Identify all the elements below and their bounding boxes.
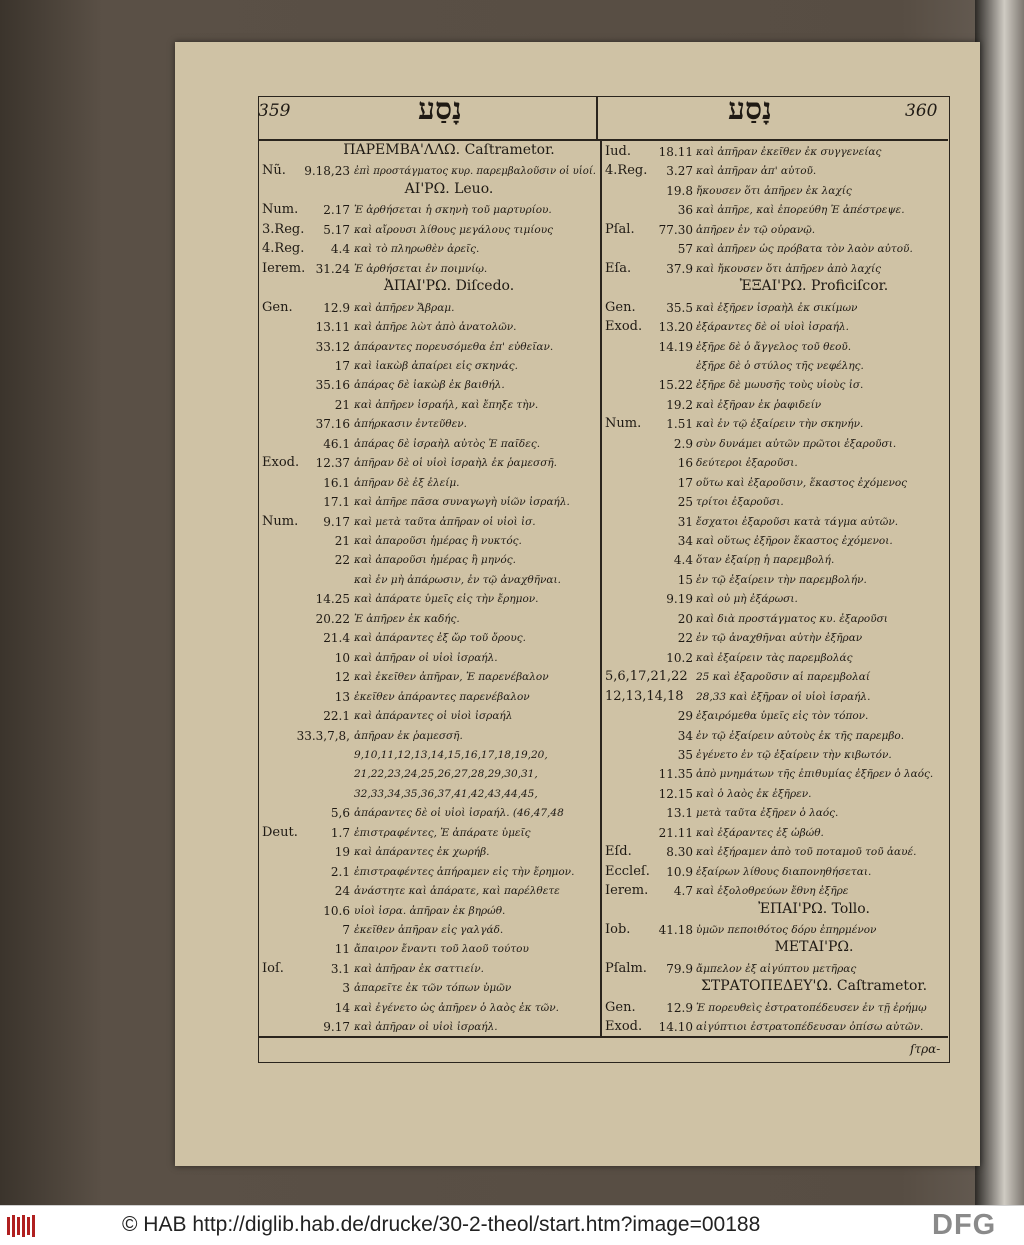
book-reference: Ioſ. — [262, 960, 284, 976]
verse-reference: 18.11 — [658, 145, 693, 159]
verse-reference: 10.6 — [323, 903, 350, 918]
verse-reference: 13.20 — [658, 320, 693, 335]
greek-quotation: σὺν δυνάμει αὐτῶν πρῶτοι ἐξαροῦσι. — [696, 437, 897, 450]
verse-reference: 5.17 — [323, 222, 350, 237]
greek-quotation: ἐξάραντες δὲ οἱ υἱοὶ ἰσραήλ. — [696, 321, 849, 334]
greek-quotation: καὶ ἀπῆρεν ὡς πρόβατα τὸν λαὸν αὐτοῦ. — [696, 243, 913, 256]
verse-reference: 4.7 — [673, 884, 693, 899]
verse-reference: 57 — [677, 242, 693, 257]
book-reference: 4.Reg. — [262, 241, 305, 257]
verse-reference: 46.1 — [323, 436, 350, 451]
verse-reference: 2.1 — [330, 864, 350, 879]
verse-reference: 17.1 — [323, 495, 350, 510]
book-reference: Iob. — [605, 922, 631, 937]
verse-reference: 17 — [677, 475, 693, 490]
greek-quotation: ἐξῆρε δὲ ὁ στύλος τῆς νεφέλης. — [696, 359, 864, 372]
verse-reference: 16.1 — [323, 475, 350, 490]
verse-reference: 12 — [334, 670, 350, 685]
greek-quotation: Ἐ ἀρθήσεται ἐν ποιμνίῳ. — [354, 262, 488, 275]
verse-reference: 16 — [677, 456, 693, 471]
lemma-latin: Caſtrametor. — [836, 978, 928, 995]
verse-reference: 12.9 — [666, 1000, 693, 1015]
verse-reference: 11 — [334, 942, 350, 957]
book-reference: 4.Reg. — [605, 163, 648, 179]
verse-reference: 29 — [677, 709, 693, 724]
verse-reference: 20.22 — [315, 611, 350, 626]
verse-reference: 1.7 — [330, 825, 350, 840]
header-divider — [596, 96, 598, 140]
greek-quotation: καὶ ἀπαροῦσι ἡμέρας ἢ νυκτός. — [354, 535, 522, 547]
verse-reference: 15.22 — [658, 378, 693, 393]
lemma-greek: ΜΕΤΑΙ'ΡΩ. — [774, 939, 854, 956]
right-hebrew-heading: נָסַע — [728, 92, 772, 127]
book-reference: Ierem. — [262, 260, 306, 276]
greek-quotation: ἔσχατοι ἐξαροῦσι κατὰ τάγμα αὐτῶν. — [696, 515, 899, 528]
greek-quotation: ὑμῶν πεποιθότος δόρυ ἐπηρμένον — [696, 924, 877, 936]
verse-reference: 2.9 — [673, 436, 693, 451]
greek-quotation: ἐξῆρε δὲ μωυσῆς τοὺς υἱοὺς ἰσ. — [696, 379, 864, 392]
greek-quotation: ἀπαρεῖτε ἐκ τῶν τόπων ὑμῶν — [354, 982, 512, 995]
greek-quotation: ἐκεῖθεν ἀπάραντες παρενέβαλον — [354, 690, 530, 703]
greek-quotation: καὶ μετὰ ταῦτα ἀπῆραν οἱ υἱοὶ ἰσ. — [354, 515, 536, 528]
verse-reference: 19 — [334, 845, 350, 860]
verse-reference: 10.2 — [666, 650, 693, 665]
book-reference: Pſal. — [605, 221, 635, 237]
verse-reference: 14.25 — [315, 592, 350, 607]
book-reference: Gen. — [605, 299, 636, 315]
book-reference: Gen. — [605, 999, 636, 1015]
lemma-greek: ἘΞΑΙ'ΡΩ. — [739, 278, 807, 295]
greek-quotation: ἀνάστητε καὶ ἀπάρατε, καὶ παρέλθετε — [354, 885, 560, 898]
verse-reference: 14.10 — [658, 1020, 693, 1035]
greek-quotation: καὶ ἀπαροῦσι ἡμέρας ἢ μηνός. — [354, 554, 516, 567]
verse-reference: 22 — [334, 553, 350, 568]
verse-reference: 21 — [334, 534, 350, 548]
greek-quotation: 9,10,11,12,13,14,15,16,17,18,19,20, — [354, 748, 548, 761]
left-hebrew-heading: נָסַע — [418, 92, 462, 127]
greek-quotation: ἐν τῷ ἀναχθῆναι αὐτὴν ἐξῆραν — [696, 632, 863, 645]
greek-quotation: ἐπὶ προστάγματος κυρ. παρεμβαλοῦσιν οἱ υἱοί. — [354, 165, 596, 178]
lemma-greek: ΑΙ'ΡΩ. — [404, 180, 450, 197]
greek-quotation: καὶ ἀπάραντες οἱ υἱοὶ ἰσραήλ — [354, 710, 513, 723]
verse-reference: 21 — [334, 397, 350, 412]
verse-reference: 15 — [677, 572, 693, 587]
greek-quotation: καὶ αἴρουσι λίθους μεγάλους τιμίους — [354, 223, 554, 236]
left-page-number: 359 — [258, 101, 291, 121]
verse-reference: 35.16 — [315, 378, 350, 393]
greek-quotation: ἀπῆραν ἐκ ῥαμεσσῆ. — [354, 729, 463, 742]
book-reference: Deut. — [262, 824, 298, 840]
verse-reference: 9.18,23 — [304, 164, 350, 179]
verse-reference: 9.17 — [323, 514, 350, 529]
greek-quotation: καὶ ἀπῆρεν Ἄβραμ. — [354, 301, 455, 314]
verse-reference: 9.17 — [323, 1020, 350, 1035]
lemma-greek: ΠΑΡΕΜΒΑ'ΛΛΩ. — [343, 142, 461, 158]
book-reference: Exod. — [262, 455, 300, 471]
greek-quotation: Ἐ ἀπῆρεν ἐκ καδής. — [354, 612, 460, 625]
verse-reference: 12.9 — [323, 300, 350, 315]
greek-quotation: ἐν τῷ ἐξαίρειν τὴν παρεμβολήν. — [696, 573, 867, 586]
greek-quotation: καὶ ἐκεῖθεν ἀπῆραν, Ἐ παρενέβαλον — [354, 671, 549, 684]
book-reference: Pſalm. — [605, 960, 647, 976]
verse-reference: 37.16 — [315, 417, 350, 432]
greek-quotation: καὶ ἐξαίρειν τὰς παρεμβολάς — [696, 651, 853, 664]
verse-reference: 19.2 — [666, 397, 693, 412]
verse-reference: 24 — [334, 884, 350, 899]
book-reference: Exod. — [605, 319, 643, 335]
lemma-greek: ἈΠΑΙ'ΡΩ. — [383, 278, 452, 295]
book-reference: 3.Reg. — [262, 221, 305, 237]
greek-quotation: ἐξῆρε δὲ ὁ ἄγγελος τοῦ θεοῦ. — [696, 340, 852, 353]
book-reference: Iud. — [605, 144, 631, 159]
greek-quotation: καὶ ὁ λαὸς ἐκ ἐξῆρεν. — [696, 787, 812, 800]
verse-reference: 3.1 — [330, 961, 350, 976]
lemma-latin: Tollo. — [831, 900, 870, 917]
verse-reference: 10 — [334, 650, 350, 665]
greek-quotation: καὶ ἀπῆρε, καὶ ἐπορεύθη Ἐ ἀπέστρεψε. — [696, 204, 905, 217]
verse-reference: 25 — [677, 495, 693, 510]
greek-quotation: υἱοὶ ἰσρα. ἀπῆραν ἐκ βηρώθ. — [354, 904, 506, 917]
greek-quotation: καὶ ἀπῆραν οἱ υἱοὶ ἰσραήλ. — [354, 1021, 498, 1034]
book-reference: Nũ. — [262, 163, 286, 179]
greek-quotation: ἀπάραντες δὲ οἱ υἱοὶ ἰσραήλ. (46,47,48 — [354, 807, 564, 820]
verse-reference: 17 — [334, 358, 350, 373]
verse-reference: 20 — [677, 611, 693, 626]
greek-quotation: 25 καὶ ἐξαροῦσιν αἱ παρεμβολαί — [696, 671, 870, 684]
verse-reference: 3 — [342, 981, 350, 996]
verse-reference: 9.19 — [666, 592, 693, 607]
verse-reference: 5,6 — [330, 806, 350, 821]
greek-quotation: καὶ ἤκουσεν ὅτι ἀπῆρεν ἀπὸ λαχίς — [696, 262, 881, 275]
verse-reference: 14.19 — [658, 339, 693, 354]
verse-reference: 22 — [677, 631, 693, 646]
book-reference: Gen. — [262, 299, 293, 315]
copyright-url[interactable]: © HAB http://diglib.hab.de/drucke/30-2-theol/start.htm?image=00188 — [122, 1213, 761, 1236]
lemma-latin: Leuo. — [454, 180, 494, 197]
greek-quotation: καὶ ἀπάραντες ἐκ χωρήβ. — [354, 846, 490, 859]
verse-reference: 22.1 — [323, 709, 350, 724]
greek-quotation: καὶ διὰ προστάγματος κυ. ἐξαροῦσι — [696, 612, 888, 625]
verse-reference: 3.27 — [666, 164, 693, 179]
verse-reference: 8.30 — [666, 845, 693, 860]
library-logo-icon — [6, 1214, 36, 1238]
lemma-heading — [405, 181, 494, 197]
verse-reference: 4.4 — [673, 553, 693, 568]
verse-reference: 33.12 — [315, 339, 350, 354]
lemma-latin: Diſcedo. — [455, 278, 515, 295]
book-reference: 5,6,17,21,22 — [605, 669, 688, 685]
greek-quotation: τρίτοι ἐξαροῦσι. — [696, 496, 784, 509]
verse-reference: 19.8 — [666, 183, 693, 198]
verse-reference: 14 — [334, 1000, 350, 1015]
greek-quotation: ἐν τῷ ἐξαίρειν αὐτοὺς ἐκ τῆς παρεμβο. — [696, 729, 905, 742]
book-reference: Exod. — [605, 1019, 643, 1035]
greek-quotation: ἀπάρας δὲ ἰακὼβ ἐκ βαιθήλ. — [354, 379, 505, 392]
lemma-greek: ἘΠΑΙ'ΡΩ. — [758, 900, 828, 917]
greek-quotation: καὶ ἐν τῷ ἐξαίρειν τὴν σκηνήν. — [696, 418, 864, 431]
greek-quotation: ἐξαίρων λίθους διαπονηθήσεται. — [696, 865, 872, 878]
book-reference: Num. — [262, 513, 299, 529]
greek-quotation: ἀπῆραν δὲ ἐξ ἐλείμ. — [354, 476, 460, 489]
lemma-latin: Proficiſcor. — [810, 278, 889, 295]
verse-reference: 13.1 — [666, 806, 693, 821]
dfg-logo: DFG — [932, 1209, 997, 1241]
greek-quotation: καὶ ἀπῆραν ἐκεῖθεν ἐκ συγγενείας — [696, 146, 882, 158]
book-reference: 12,13,14,18 — [605, 688, 684, 704]
lemma-heading — [701, 978, 927, 994]
greek-quotation: δεύτεροι ἐξαροῦσι. — [696, 457, 798, 470]
right-page-number: 360 — [905, 101, 938, 121]
greek-quotation: ἐκεῖθεν ἀπῆραν εἰς γαλγάδ. — [354, 924, 504, 936]
greek-quotation: ἄμπελον ἐξ αἰγύπτου μετῆρας — [696, 962, 857, 975]
greek-quotation: αἰγύπτιοι ἐστρατοπέδευσαν ὀπίσω αὐτῶν. — [696, 1021, 924, 1034]
greek-quotation: καὶ ἀπάραντες ἐξ ὤρ τοῦ ὄρους. — [354, 632, 526, 645]
greek-quotation: καὶ ἀπῆρε πᾶσα συναγωγὴ υἱῶν ἰσραήλ. — [354, 496, 570, 509]
greek-quotation: καὶ ἐν μὴ ἀπάρωσιν, ἐν τῷ ἀναχθῆναι. — [354, 573, 561, 586]
greek-quotation: καὶ τὸ πληρωθὲν ἀρεῖς. — [354, 243, 480, 256]
greek-quotation: ἐξαιρόμεθα ὑμεῖς εἰς τὸν τόπον. — [696, 710, 869, 723]
greek-quotation: καὶ ἐξῆρεν ἰσραὴλ ἐκ σικίμων — [696, 301, 858, 314]
greek-quotation: ἀπῆραν δὲ οἱ υἱοὶ ἰσραὴλ ἐκ ῥαμεσσῆ. — [354, 457, 557, 470]
verse-reference: 35.5 — [666, 300, 693, 315]
verse-reference: 21.11 — [658, 825, 693, 840]
lemma-heading — [758, 901, 870, 917]
verse-reference: 1.51 — [666, 417, 693, 432]
lemma-heading — [384, 278, 514, 294]
verse-reference: 12.37 — [315, 456, 350, 471]
header-rule — [258, 139, 948, 141]
lemma-latin: Caſtrametor. — [464, 142, 555, 158]
catchword: ſτρα- — [910, 1042, 941, 1056]
greek-quotation: καὶ ἐξήραμεν ἀπὸ τοῦ ποταμοῦ τοῦ ἀαυέ. — [696, 846, 917, 859]
greek-quotation: ἀπήρκασιν ἐντεῦθεν. — [354, 418, 467, 431]
book-reference: Ierem. — [605, 883, 649, 899]
verse-reference: 37.9 — [666, 261, 693, 276]
book-reference: Eccleſ. — [605, 863, 650, 879]
verse-reference: 31 — [677, 514, 693, 529]
greek-quotation: μετὰ ταῦτα ἐξῆρεν ὁ λαός. — [696, 807, 839, 820]
book-reference: Eſd. — [605, 844, 632, 860]
greek-quotation: καὶ ἰακὼβ ἀπαίρει εἰς σκηνάς. — [354, 359, 518, 372]
greek-quotation: ἀπάραντες πορευσόμεθα ἐπ' εὐθεῖαν. — [354, 340, 554, 353]
greek-quotation: καὶ οὐ μὴ ἐξάρωσι. — [696, 593, 798, 606]
verse-reference: 35 — [677, 747, 693, 762]
greek-quotation: ἀπῆρεν ἐν τῷ οὐρανῷ. — [696, 223, 816, 236]
verse-reference: 11.35 — [658, 767, 693, 782]
lemma-heading — [740, 278, 888, 294]
greek-quotation: ἄπαιρον ἔναντι τοῦ λαοῦ τούτου — [354, 943, 529, 956]
verse-reference: 34 — [677, 534, 693, 548]
verse-reference: 10.9 — [666, 864, 693, 879]
verse-reference: 31.24 — [315, 261, 350, 276]
greek-quotation: καὶ ἀπάρατε ὑμεῖς εἰς τὴν ἔρημον. — [354, 593, 539, 606]
verse-reference: 21.4 — [323, 631, 350, 646]
greek-quotation: ἐγένετο ἐν τῷ ἐξαίρειν τὴν κιβωτόν. — [696, 748, 892, 761]
greek-quotation: 32,33,34,35,36,37,41,42,43,44,45, — [354, 787, 538, 800]
greek-quotation: καὶ ἀπῆρε λὼτ ἀπὸ ἀνατολῶν. — [354, 321, 517, 334]
greek-quotation: 21,22,23,24,25,26,27,28,29,30,31, — [354, 768, 538, 781]
greek-quotation: ὅταν ἐξαίρῃ ἡ παρεμβολή. — [696, 554, 835, 567]
column-divider — [600, 140, 602, 1036]
verse-reference: 36 — [677, 203, 693, 218]
greek-quotation: ἤκουσεν ὅτι ἀπῆρεν ἐκ λαχίς — [696, 184, 852, 197]
greek-quotation: ἀπάρας δὲ ἰσραὴλ αὐτὸς Ἐ παῖδες. — [354, 437, 541, 450]
greek-quotation: καὶ ἀπῆραν ἐκ σαττιείν. — [354, 962, 485, 975]
lemma-heading — [775, 939, 854, 955]
verse-reference: 79.9 — [666, 961, 693, 976]
lemma-greek: ΣΤΡΑΤΟΠΕΔΕΥ'Ω. — [700, 978, 833, 995]
greek-quotation: Ἐ ἀρθήσεται ἡ σκηνὴ τοῦ μαρτυρίου. — [354, 204, 552, 217]
greek-quotation: 28,33 καὶ ἐξῆραν οἱ υἱοὶ ἰσραήλ. — [696, 690, 871, 703]
book-reference: Num. — [262, 202, 299, 218]
verse-reference: 13 — [334, 689, 350, 704]
greek-quotation: καὶ ἐγένετο ὡς ἀπῆρεν ὁ λαὸς ἐκ τῶν. — [354, 1001, 559, 1014]
verse-reference: 33.3,7,8, — [296, 728, 350, 743]
greek-quotation: ἐπιστραφέντες, Ἐ ἀπάρατε ὑμεῖς — [354, 826, 531, 839]
book-reference: Num. — [605, 416, 642, 432]
greek-quotation: καὶ οὕτως ἐξῆρον ἕκαστος ἐχόμενοι. — [696, 535, 893, 547]
greek-quotation: καὶ ἐξάραντες ἐξ ὠβώθ. — [696, 826, 824, 839]
verse-reference: 41.18 — [658, 923, 693, 937]
greek-quotation: ἐπιστραφέντες ἀπήραμεν εἰς τὴν ἔρημον. — [354, 865, 575, 878]
verse-reference: 77.30 — [658, 222, 693, 237]
verse-reference: 4.4 — [330, 242, 350, 257]
greek-quotation: καὶ ἀπῆραν οἱ υἱοὶ ἰσραήλ. — [354, 651, 498, 664]
greek-quotation: οὕτω καὶ ἐξαροῦσιν, ἕκαστος ἐχόμενος — [696, 476, 908, 489]
verse-reference: 34 — [677, 728, 693, 743]
book-reference: Eſa. — [605, 260, 632, 276]
book-spine-edge — [975, 0, 1024, 1205]
greek-quotation: ἀπὸ μνημάτων τῆς ἐπιθυμίας ἐξῆρεν ὁ λαός. — [696, 768, 934, 781]
verse-reference: 13.11 — [315, 320, 350, 335]
greek-quotation: καὶ ἐξῆραν ἐκ ῥαφιδείν — [696, 398, 822, 411]
greek-quotation: καὶ ἀπῆρεν ἰσραήλ, καὶ ἔπηξε τὴν. — [354, 398, 539, 411]
verse-reference: 2.17 — [323, 203, 350, 218]
lemma-heading — [343, 142, 554, 158]
greek-quotation: καὶ ἐξολοθρεύων ἔθνη ἐξῆρε — [696, 885, 849, 898]
greek-quotation: Ἐ πορευθεὶς ἐστρατοπέδευσεν ἐν τῇ ἐρήμῳ — [696, 1001, 927, 1014]
footer-bar — [0, 1205, 1024, 1245]
verse-reference: 12.15 — [658, 786, 693, 801]
greek-quotation: καὶ ἀπῆραν ἀπ' αὐτοῦ. — [696, 165, 817, 178]
verse-reference: 7 — [342, 923, 350, 937]
